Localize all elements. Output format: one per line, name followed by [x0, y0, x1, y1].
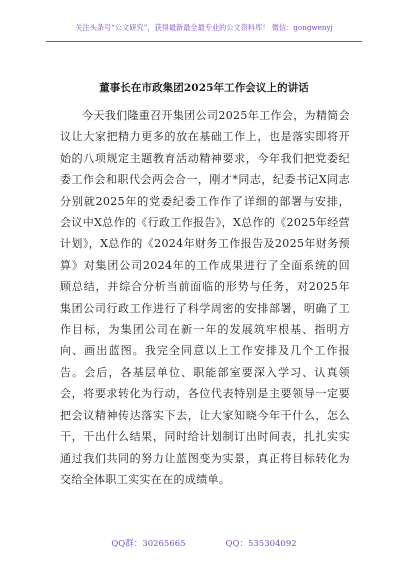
footer-qq-number: QQ：535304092 [225, 539, 297, 549]
document-body-paragraph: 今天我们隆重召开集团公司2025年工作会，为精简会议让大家把精力更多的放在基础工作上，也是落实即将开始的八项规定主题教育活动精神要求，今年我们把党委纪委工作会和职代会两会合一，刚才*同志，纪委书记X同志分别就2025年的党委纪委工作作了详细的部署与安排，会议中X总作的《行政工作报告》，X总作的《2025年经营计划》，X总作的《2024年财务工作报告及2025年财务预算》对集团公司2024年的工作成果进行了全面系统的回顾总结，并综合分析当前面临的形势与任务，对2025年集团公司行政工作进行了科学周密的安排部署，明确了工作目标，为集团公司在新一年的发展筑牢根基、指明方向、画出蓝图。我完全同意以上工作安排及几个工作报告。会后，各基层单位、职能部室要深入学习、认真领会，将要求转化为行动，各位代表特别是主要领导一定要把会议精神传达落实下去，让大家知晓今年干什么，怎么干，干出什么结果，同时给计划制订出时间表，扎扎实实通过我们共同的努力让蓝图变为实景，真正将目标转化为交给全体职工实实在在的成绩单。 [60, 109, 350, 486]
header-promo-note: 关注头条号“公文研究”，获得最新最全最专业的公文资料库！ 微信：gongwenyj [75, 23, 333, 32]
document-title: 董事长在市政集团2025年工作会议上的讲话 [99, 82, 309, 94]
footer-contact [40, 537, 368, 549]
header-divider [46, 41, 362, 42]
footer-qq-group: QQ群：30265665 [111, 539, 186, 549]
